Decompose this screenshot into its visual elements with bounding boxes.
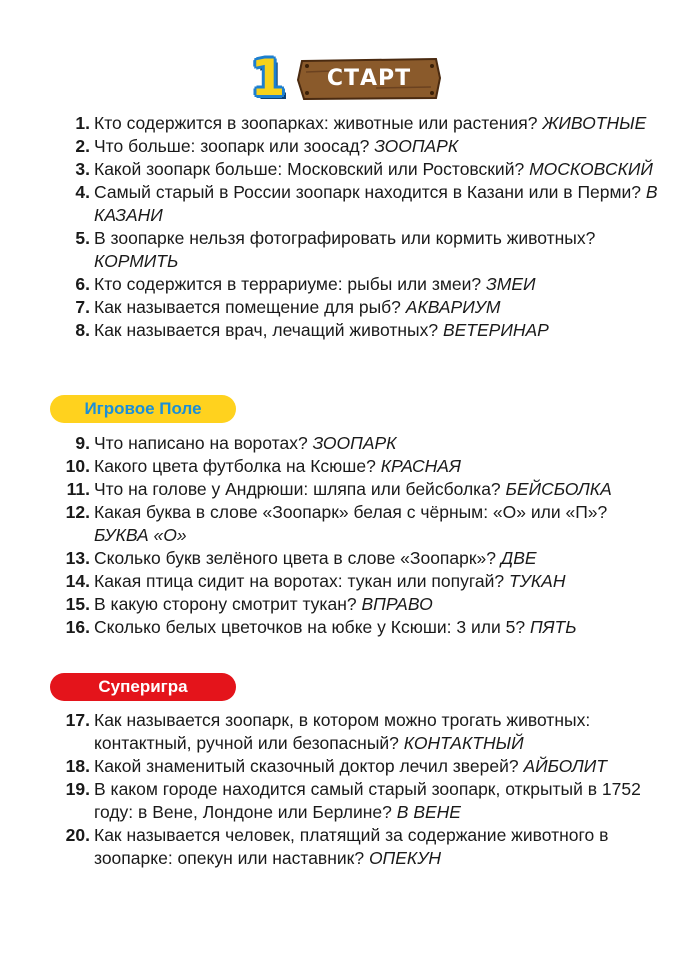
question-number: 16.: [65, 617, 90, 637]
question-number: 8.: [75, 320, 90, 340]
question-answer: БУКВА «О»: [94, 525, 187, 545]
question-number: 13.: [65, 548, 90, 568]
question-number: 2.: [75, 136, 90, 156]
question-answer: ЗМЕИ: [486, 274, 536, 294]
question-answer: ДВЕ: [500, 548, 537, 568]
question-text: В каком городе находится самый старый зоопарк, открытый в 1752 году: в Вене, Лондоне или Берлине?: [94, 779, 641, 822]
question-item: [60, 319, 660, 342]
question-answer: КОРМИТЬ: [94, 251, 179, 271]
question-number: 5.: [75, 228, 90, 248]
question-text: В какую сторону смотрит тукан?: [94, 594, 357, 614]
question-number: 7.: [75, 297, 90, 317]
question-answer: ЗООПАРК: [312, 433, 397, 453]
question-item: [60, 432, 660, 455]
question-answer: ВЕТЕРИНАР: [442, 320, 549, 340]
question-answer: ОПЕКУН: [368, 848, 442, 868]
question-text: Что на голове у Андрюши: шляпа или бейсболка?: [94, 479, 501, 499]
question-number: 14.: [65, 571, 90, 591]
question-answer: БЕЙСБОЛКА: [505, 479, 612, 499]
question-number: 19.: [65, 779, 90, 799]
question-item: [60, 135, 660, 158]
section-label-supergame: Суперигра: [50, 673, 236, 701]
question-number: 3.: [75, 159, 90, 179]
question-text: Как называется врач, лечащий животных?: [94, 320, 439, 340]
question-number: 20.: [65, 825, 90, 845]
question-number: 1.: [75, 113, 90, 133]
question-item: [60, 273, 660, 296]
question-number: 9.: [75, 433, 90, 453]
question-answer: ЖИВОТНЫЕ: [542, 113, 647, 133]
page-header: [0, 48, 693, 108]
question-item: [60, 824, 660, 870]
question-list-game-field: [60, 432, 660, 639]
question-text: Как называется помещение для рыб?: [94, 297, 401, 317]
question-text: В зоопарке нельзя фотографировать или кормить животных?: [94, 228, 596, 248]
question-list-start: [60, 112, 660, 342]
question-number: 10.: [65, 456, 90, 476]
question-answer: КРАСНАЯ: [380, 456, 461, 476]
question-item: [60, 296, 660, 319]
question-number: 12.: [65, 502, 90, 522]
question-number: 11.: [66, 479, 90, 499]
question-text: Какая птица сидит на воротах: тукан или попугай?: [94, 571, 505, 591]
question-answer: ЗООПАРК: [374, 136, 459, 156]
question-text: Сколько белых цветочков на юбке у Ксюши: 3 или 5?: [94, 617, 526, 637]
question-item: [60, 181, 660, 227]
question-text: Что написано на воротах?: [94, 433, 308, 453]
question-answer: ВПРАВО: [361, 594, 433, 614]
question-answer: В КАЗАНИ: [94, 182, 658, 225]
page-title: СТАРТ: [326, 66, 412, 91]
question-number: 4.: [75, 182, 90, 202]
question-item: [60, 709, 660, 755]
question-item: [60, 616, 660, 639]
question-text: Какой знаменитый сказочный доктор лечил зверей?: [94, 756, 519, 776]
start-sign-board: [296, 58, 442, 100]
question-text: Как называется человек, платящий за содержание животного в зоопарке: опекун или наставник?: [94, 825, 609, 868]
question-item: [60, 455, 660, 478]
question-answer: КОНТАКТНЫЙ: [403, 733, 524, 753]
question-list-supergame: [60, 709, 660, 870]
question-number: 18.: [65, 756, 90, 776]
question-number: 17.: [65, 710, 90, 730]
question-answer: ТУКАН: [508, 571, 566, 591]
question-item: [60, 547, 660, 570]
question-number: 15.: [65, 594, 90, 614]
question-answer: МОСКОВСКИЙ: [529, 159, 653, 179]
round-number-badge: 1: [250, 49, 286, 107]
question-number: 6.: [75, 274, 90, 294]
question-text: Какая буква в слове «Зоопарк» белая с чёрным: «О» или «П»?: [94, 502, 608, 522]
section-label-game-field: Игровое Поле: [50, 395, 236, 423]
question-item: [60, 778, 660, 824]
question-item: [60, 593, 660, 616]
question-answer: В ВЕНЕ: [396, 802, 461, 822]
question-text: Самый старый в России зоопарк находится в Казани или в Перми?: [94, 182, 642, 202]
question-answer: АКВАРИУМ: [405, 297, 501, 317]
question-text: Кто содержится в зоопарках: животные или растения?: [94, 113, 538, 133]
question-item: [60, 501, 660, 547]
question-text: Кто содержится в террариуме: рыбы или змеи?: [94, 274, 482, 294]
question-item: [60, 570, 660, 593]
question-text: Как называется зоопарк, в котором можно трогать животных: контактный, ручной или безопасный?: [94, 710, 591, 753]
question-answer: ПЯТЬ: [529, 617, 577, 637]
question-item: [60, 478, 660, 501]
question-text: Сколько букв зелёного цвета в слове «Зоопарк»?: [94, 548, 496, 568]
question-answer: АЙБОЛИТ: [523, 756, 607, 776]
question-item: [60, 755, 660, 778]
question-item: [60, 227, 660, 273]
question-item: [60, 158, 660, 181]
question-text: Что больше: зоопарк или зоосад?: [94, 136, 370, 156]
question-item: [60, 112, 660, 135]
question-text: Какого цвета футболка на Ксюше?: [94, 456, 376, 476]
question-text: Какой зоопарк больше: Московский или Ростовский?: [94, 159, 525, 179]
